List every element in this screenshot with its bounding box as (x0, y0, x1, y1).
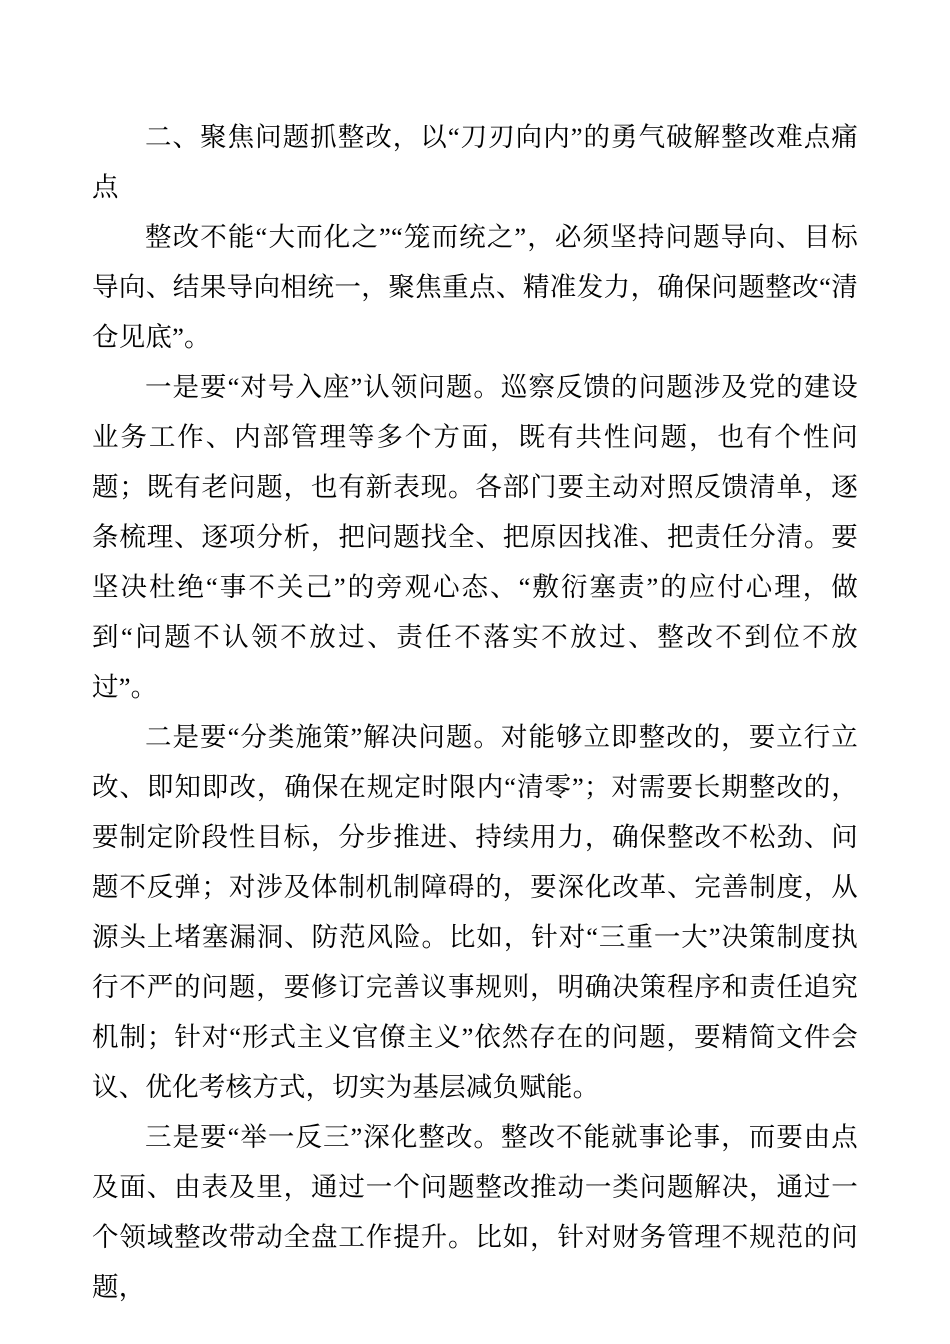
document-body (92, 112, 858, 1312)
paragraph-intro: 整改不能“大而化之”“笼而统之”，必须坚持问题导向、目标导向、结果导向相统一，聚焦重点、精准发力，确保问题整改“清仓见底”。 (92, 222, 858, 352)
paragraph-heading-2: 二、聚焦问题抓整改，以“刀刃向内”的勇气破解整改难点痛点 (92, 122, 858, 202)
paragraph-point-1: 一是要“对号入座”认领问题。巡察反馈的问题涉及党的建设业务工作、内部管理等多个方面，既有共性问题，也有个性问题；既有老问题，也有新表现。各部门要主动对照反馈清单，逐条梳理、逐项分析，把问题找全、把原因找准、把责任分清。要坚决杜绝“事不关己”的旁观心态、“敷衍塞责”的应付心理，做到“问题不认领不放过、责任不落实不放过、整改不到位不放过”。 (92, 372, 858, 702)
paragraph-point-3: 三是要“举一反三”深化整改。整改不能就事论事，而要由点及面、由表及里，通过一个问题整改推动一类问题解决，通过一个领域整改带动全盘工作提升。比如，针对财务管理不规范的问题， (92, 1122, 858, 1302)
paragraph-point-2: 二是要“分类施策”解决问题。对能够立即整改的，要立行立改、即知即改，确保在规定时限内“清零”；对需要长期整改的，要制定阶段性目标，分步推进、持续用力，确保整改不松劲、问题不反弹；对涉及体制机制障碍的，要深化改革、完善制度，从源头上堵塞漏洞、防范风险。比如，针对“三重一大”决策制度执行不严的问题，要修订完善议事规则，明确决策程序和责任追究机制；针对“形式主义官僚主义”依然存在的问题，要精简文件会议、优化考核方式，切实为基层减负赋能。 (92, 722, 858, 1102)
